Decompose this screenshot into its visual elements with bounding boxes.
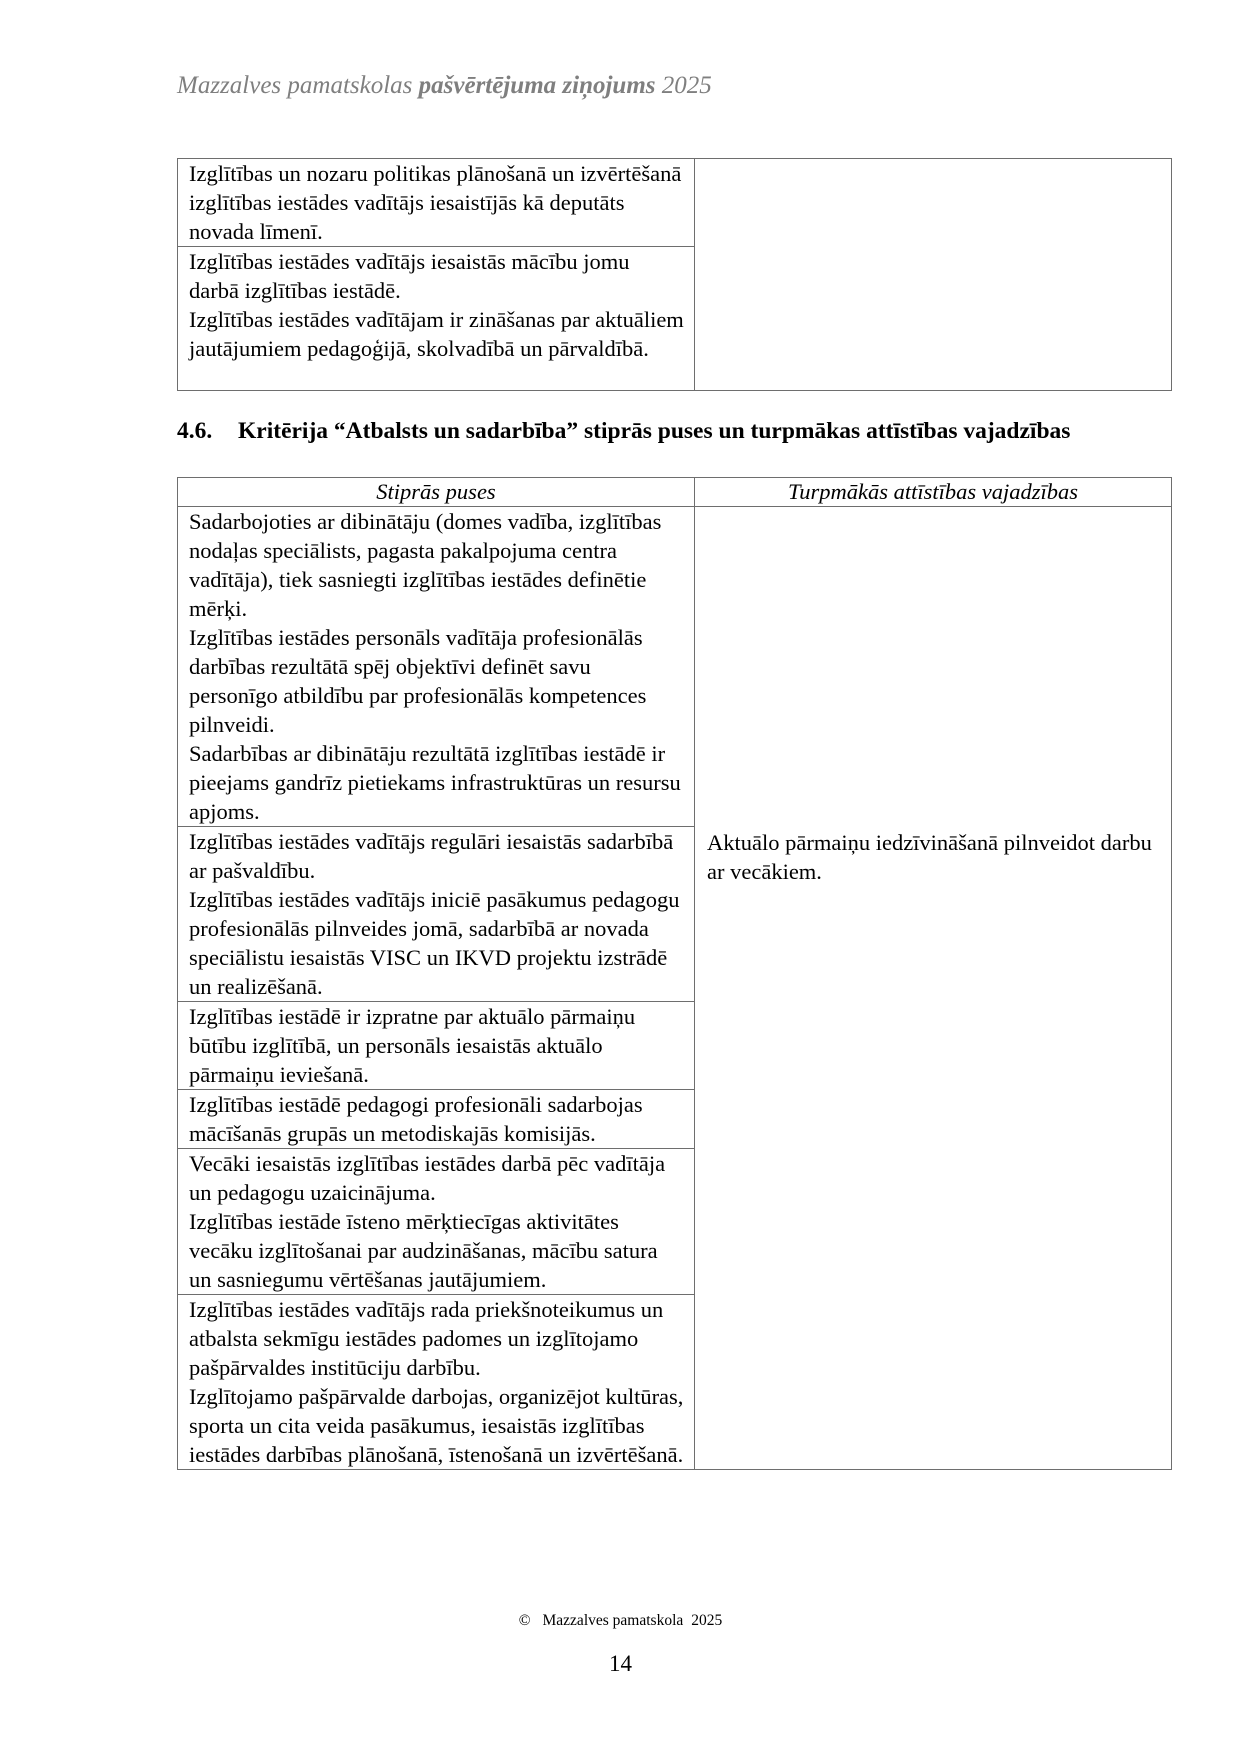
section-title: Kritērija “Atbalsts un sadarbība” stiprās puses un turpmākas attīstības vajadzības	[238, 418, 1071, 444]
header-school-name: Mazzalves pamatskolas	[177, 72, 413, 99]
strength-text: Izglītības iestādē pedagogi profesionāli sadarbojas mācīšanās grupās un metodiskajās komisijās.	[189, 1092, 643, 1146]
strengths-cell	[178, 247, 695, 391]
footer-organization: Mazzalves pamatskola	[542, 1612, 684, 1629]
copyright-icon: ©	[518, 1612, 531, 1629]
footer-copyright	[0, 1612, 1241, 1630]
section-number: 4.6.	[177, 418, 213, 444]
table-row	[178, 507, 1172, 827]
strengths-cell	[178, 507, 695, 827]
strength-text: Izglītības iestādes vadītājs iniciē pasākumus pedagogu profesionālās pilnveides jomā, sadarbībā ar novada speciālistu iesaistās VISC un IKVD projektu izstrādē un realizēšanā.	[189, 887, 680, 999]
strength-text: Izglītības iestādes vadītājs rada priekšnoteikumus un atbalsta sekmīgu iestādes padomes un izglītojamo pašpārvaldes institūciju darbību.	[189, 1297, 664, 1380]
table-support-and-cooperation	[177, 477, 1172, 1470]
strength-text: Sadarbojoties ar dibinātāju (domes vadība, izglītības nodaļas speciālists, pagasta pakalpojuma centra vadītāja), tiek sasniegti izglītības iestādes definētie mērķi.	[189, 509, 662, 621]
running-header	[177, 72, 712, 100]
strength-text: Izglītības iestādes vadītājam ir zināšanas par aktuāliem jautājumiem pedagoģijā, skolvadībā un pārvaldībā.	[189, 307, 684, 361]
header-year: 2025	[661, 72, 712, 99]
section-heading	[177, 418, 1070, 445]
header-report-title: pašvērtējuma ziņojums	[418, 72, 656, 99]
column-header-strengths: Stiprās puses	[178, 478, 695, 507]
strengths-cell	[178, 1090, 695, 1149]
strength-text: Izglītojamo pašpārvalde darbojas, organizējot kultūras, sporta un cita veida pasākumus, iesaistās izglītības iestādes darbības plānošanā, īstenošanā un izvērtēšanā.	[189, 1384, 684, 1467]
table-header-row	[178, 478, 1172, 507]
strength-text: Izglītības iestādē ir izpratne par aktuālo pārmaiņu būtību izglītībā, un personāls iesaistās aktuālo pārmaiņu ieviešanā.	[189, 1004, 636, 1087]
strengths-cell	[178, 827, 695, 1002]
strengths-cell	[178, 159, 695, 247]
development-needs-cell	[695, 159, 1172, 391]
strength-text: Izglītības iestādes vadītājs iesaistās mācību jomu darbā izglītības iestādē.	[189, 249, 630, 303]
strengths-cell	[178, 1149, 695, 1295]
strength-text: Sadarbības ar dibinātāju rezultātā izglītības iestādē ir pieejams gandrīz pietiekams infrastruktūras un resursu apjoms.	[189, 741, 681, 824]
strength-text: Izglītības iestādes personāls vadītāja profesionālās darbības rezultātā spēj objektīvi definēt savu personīgo atbildību par profesionālās kompetences pilnveidi.	[189, 625, 647, 737]
strength-text: Izglītības un nozaru politikas plānošanā un izvērtēšanā izglītības iestādes vadītājs iesaistījās kā deputāts novada līmenī.	[189, 161, 682, 244]
page-number: 14	[609, 1651, 632, 1676]
strength-text: Vecāki iesaistās izglītības iestādes darbā pēc vadītāja un pedagogu uzaicinājuma.	[189, 1151, 666, 1205]
table-leadership-continued	[177, 158, 1172, 391]
strength-text: Izglītības iestāde īsteno mērķtiecīgas aktivitātes vecāku izglītošanai par audzināšanas, mācību satura un sasniegumu vērtēšanas jautājumiem.	[189, 1209, 658, 1292]
strengths-cell	[178, 1295, 695, 1470]
strengths-cell	[178, 1002, 695, 1090]
strength-text: Izglītības iestādes vadītājs regulāri iesaistās sadarbībā ar pašvaldību.	[189, 829, 674, 883]
table-row	[178, 159, 1172, 247]
footer-year: 2025	[691, 1612, 723, 1629]
column-header-development-needs: Turpmākās attīstības vajadzības	[695, 478, 1172, 507]
development-needs-text: Aktuālo pārmaiņu iedzīvināšanā pilnveidot darbu ar vecākiem.	[707, 830, 1152, 884]
development-needs-cell	[695, 507, 1172, 1470]
